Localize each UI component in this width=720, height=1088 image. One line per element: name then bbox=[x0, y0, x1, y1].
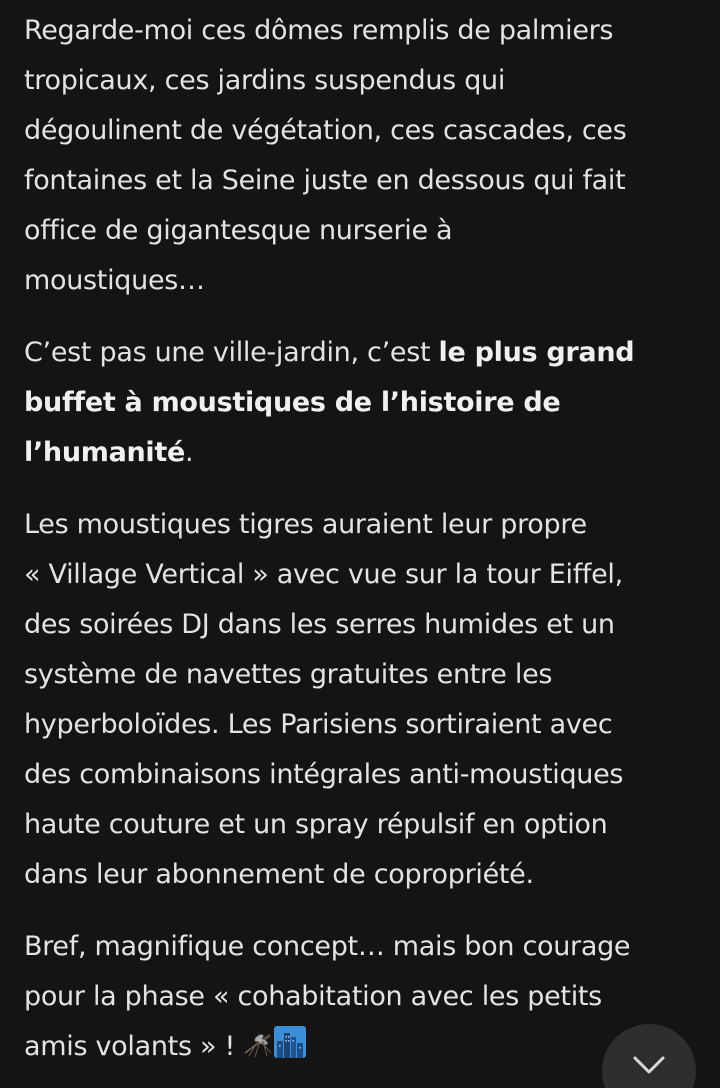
text-line: office de gigantesque nurserie à bbox=[24, 215, 453, 246]
text-line bbox=[24, 428, 704, 478]
text-line: des combinaisons intégrales anti-moustiques bbox=[24, 759, 624, 790]
text-line: fontaines et la Seine juste en dessous qui fait bbox=[24, 165, 626, 196]
paragraph-4 bbox=[24, 922, 704, 1076]
text-line: Les moustiques tigres auraient leur propre bbox=[24, 509, 587, 540]
text-line: tropicaux, ces jardins suspendus qui bbox=[24, 65, 506, 96]
text-line: système de navettes gratuites entre les bbox=[24, 659, 553, 690]
bold-text: l’humanité bbox=[24, 437, 186, 468]
text-line bbox=[24, 328, 704, 378]
text-line: dans leur abonnement de copropriété. bbox=[24, 859, 534, 890]
bold-text: le plus grand bbox=[438, 337, 635, 368]
text-line: hyperboloïdes. Les Parisiens sortiraient avec bbox=[24, 709, 613, 740]
paragraph-1 bbox=[24, 6, 704, 306]
bold-text: buffet à moustiques de l’histoire de bbox=[24, 387, 561, 418]
text-line: « Village Vertical » avec vue sur la tour Eiffel, bbox=[24, 559, 623, 590]
text-line: haute couture et un spray répulsif en option bbox=[24, 809, 608, 840]
text-line: Regarde-moi ces dômes remplis de palmiers bbox=[24, 15, 614, 46]
paragraph-2 bbox=[24, 328, 704, 478]
assistant-message bbox=[24, 6, 704, 1088]
text-segment: . bbox=[185, 437, 194, 468]
text-line: Bref, magnifique concept… mais bon courage bbox=[24, 931, 631, 962]
text-segment: C’est pas une ville-jardin, c’est bbox=[24, 337, 439, 368]
text-line bbox=[24, 378, 704, 428]
text-line: des soirées DJ dans les serres humides et un bbox=[24, 609, 615, 640]
paragraph-3 bbox=[24, 500, 704, 900]
text-line: dégoulinent de végétation, ces cascades, ces bbox=[24, 115, 627, 146]
mosquito-icon bbox=[243, 1026, 273, 1076]
cityscape-icon bbox=[273, 1025, 307, 1076]
text-segment: amis volants » ! bbox=[24, 1031, 236, 1062]
chevron-down-icon bbox=[631, 1054, 667, 1076]
text-line: moustiques… bbox=[24, 265, 205, 296]
text-line: pour la phase « cohabitation avec les petits bbox=[24, 981, 602, 1012]
